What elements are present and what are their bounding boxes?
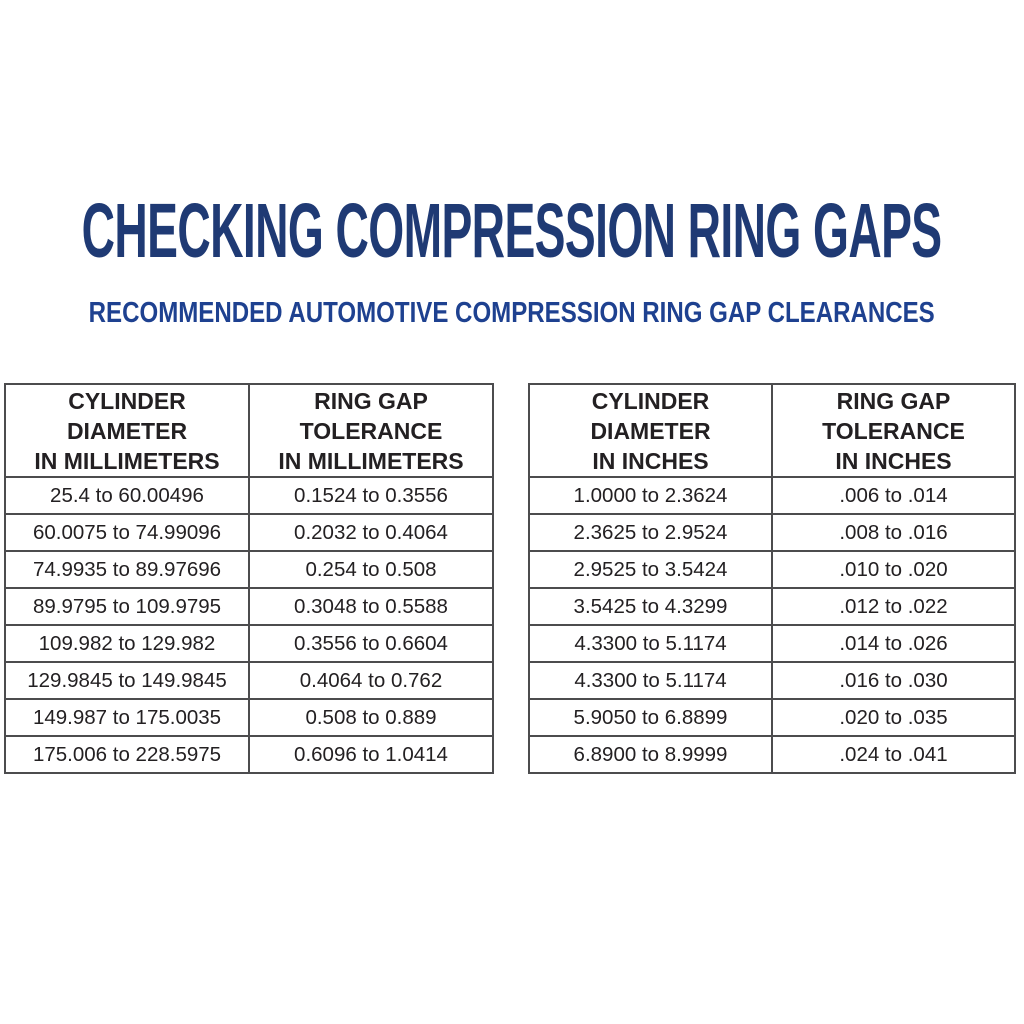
table-row [529,588,1015,625]
tolerance-cell: .012 to .022 [772,588,1015,625]
header-line: RING GAP [314,387,428,414]
millimeters-spec-table [4,383,494,774]
tolerance-cell: 0.3556 to 0.6604 [249,625,493,662]
header-line: DIAMETER [66,417,188,444]
tolerance-cell: .006 to .014 [772,477,1015,514]
header-row [529,384,1015,477]
diameter-cell: 2.3625 to 2.9524 [529,514,772,551]
diameter-cell: 6.8900 to 8.9999 [529,736,772,773]
diameter-cell: 175.006 to 228.5975 [5,736,249,773]
table-row [5,625,493,662]
header-row [5,384,493,477]
col-header-cylinder-diameter-in [529,384,772,477]
tolerance-cell: 0.508 to 0.889 [249,699,493,736]
tolerance-cell: 0.3048 to 0.5588 [249,588,493,625]
table-row [529,699,1015,736]
tolerance-cell: .024 to .041 [772,736,1015,773]
header-line: CYLINDER [68,387,186,414]
diameter-cell: 3.5425 to 4.3299 [529,588,772,625]
table-row [5,588,493,625]
diameter-cell: 2.9525 to 3.5424 [529,551,772,588]
col-header-ring-gap-tolerance-in [772,384,1015,477]
header-line: IN MILLIMETERS [34,447,220,474]
header-line: TOLERANCE [822,417,965,444]
table-row [529,736,1015,773]
tolerance-cell: .010 to .020 [772,551,1015,588]
table-inches [528,383,1016,774]
table-row [5,736,493,773]
tolerance-cell: 0.2032 to 0.4064 [249,514,493,551]
table-row [5,514,493,551]
header-line: IN INCHES [592,447,709,474]
diameter-cell: 149.987 to 175.0035 [5,699,249,736]
diameter-cell: 4.3300 to 5.1174 [529,625,772,662]
header-line: RING GAP [836,387,951,414]
diameter-cell: 1.0000 to 2.3624 [529,477,772,514]
tolerance-cell: 0.1524 to 0.3556 [249,477,493,514]
table-row [5,477,493,514]
table-row [529,477,1015,514]
header-line: IN MILLIMETERS [278,447,464,474]
table-row [529,625,1015,662]
table-row [529,551,1015,588]
tolerance-cell: .008 to .016 [772,514,1015,551]
tolerance-cell: 0.4064 to 0.762 [249,662,493,699]
diameter-cell: 74.9935 to 89.97696 [5,551,249,588]
diameter-cell: 4.3300 to 5.1174 [529,662,772,699]
table-row [5,662,493,699]
table-row [529,662,1015,699]
diameter-cell: 60.0075 to 74.99096 [5,514,249,551]
tolerance-cell: .014 to .026 [772,625,1015,662]
col-header-cylinder-diameter-mm [5,384,249,477]
header-line: IN INCHES [835,447,952,474]
tolerance-cell: .016 to .030 [772,662,1015,699]
col-header-ring-gap-tolerance-mm [249,384,493,477]
diameter-cell: 89.9795 to 109.9795 [5,588,249,625]
page-title [0,188,1024,274]
tolerance-cell: 0.6096 to 1.0414 [249,736,493,773]
table-millimeters [4,383,494,774]
tolerance-cell: 0.254 to 0.508 [249,551,493,588]
header-line: CYLINDER [591,387,710,414]
header-line: TOLERANCE [299,417,443,444]
page-subtitle-text: RECOMMENDED AUTOMOTIVE COMPRESSION RING GAP CLEARANCES [88,297,936,329]
inches-spec-table [528,383,1016,774]
diameter-cell: 109.982 to 129.982 [5,625,249,662]
diameter-cell: 129.9845 to 149.9845 [5,662,249,699]
table-row [5,551,493,588]
table-row [5,699,493,736]
page-subtitle [0,299,1024,328]
table-row [529,514,1015,551]
page-title-text: CHECKING COMPRESSION RING GAPS [82,188,942,274]
header-line: DIAMETER [590,417,711,444]
diameter-cell: 5.9050 to 6.8899 [529,699,772,736]
tolerance-cell: .020 to .035 [772,699,1015,736]
diameter-cell: 25.4 to 60.00496 [5,477,249,514]
